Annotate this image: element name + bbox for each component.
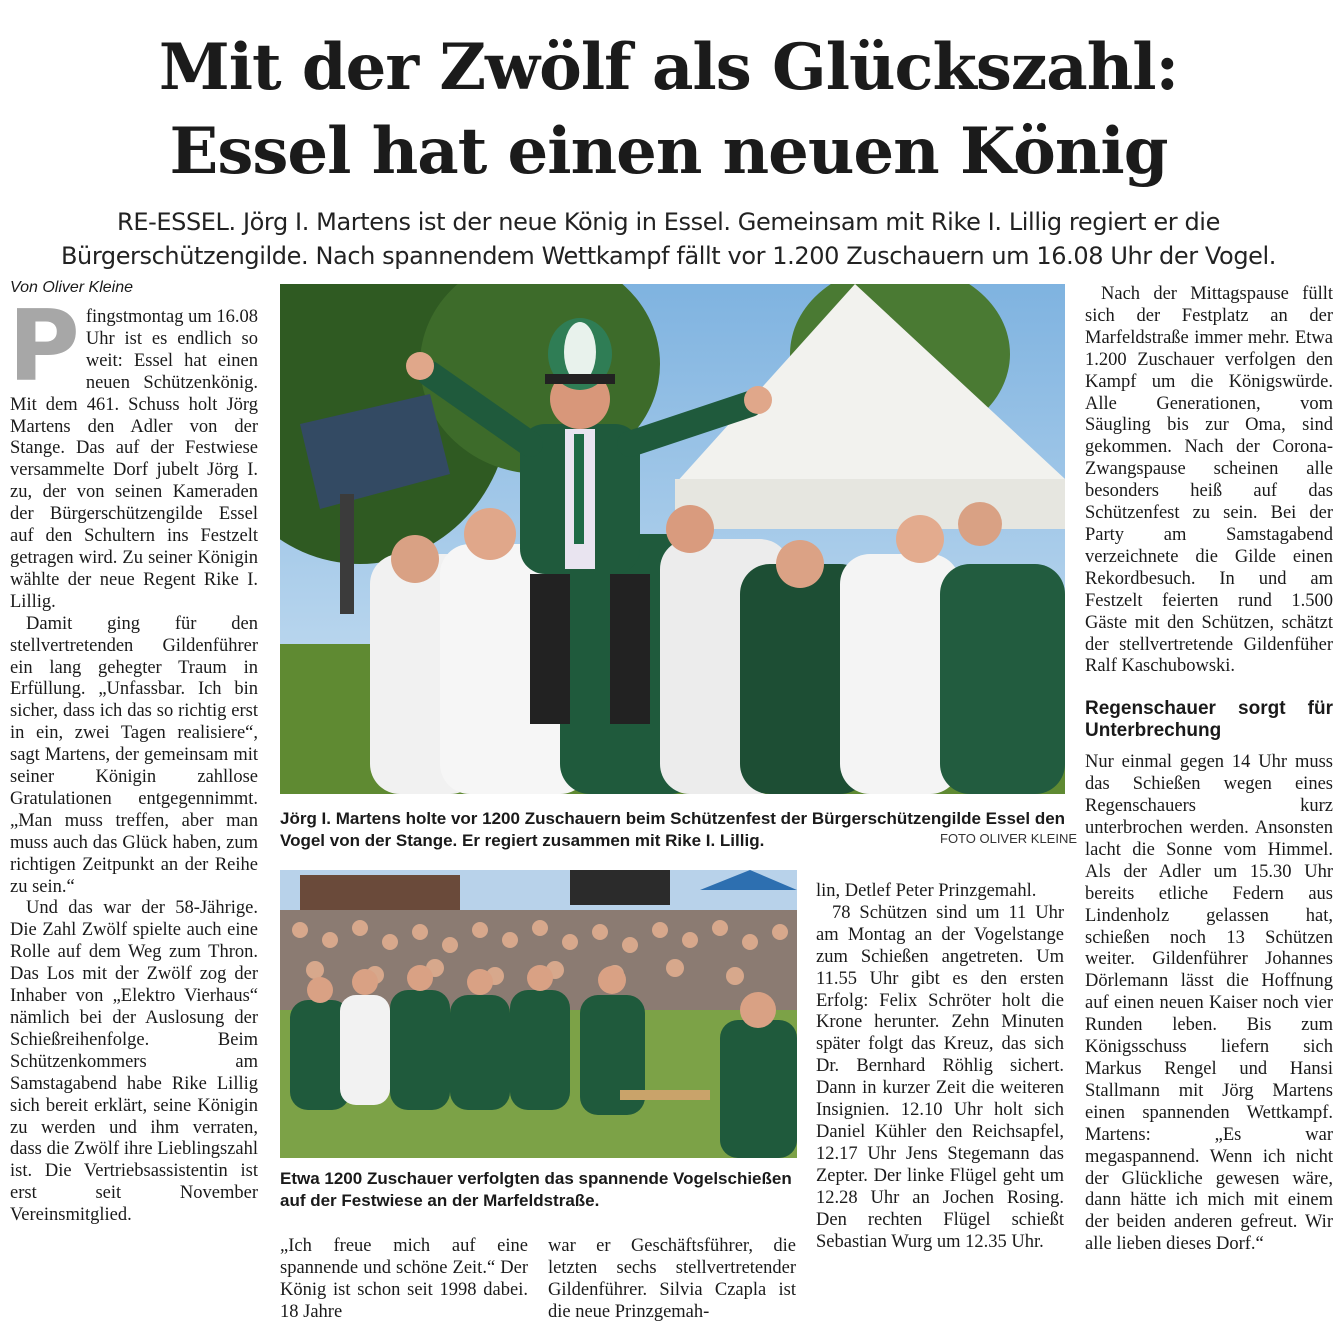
main-photo-king-celebration (280, 284, 1065, 794)
paragraph: „Ich freue mich auf eine spannende und schöne Zeit.“ Der König ist schon seit 1998 dabei. 18 Jahre (280, 1236, 528, 1322)
article-column-1 (8, 290, 258, 1227)
paragraph: Nach der Mittagspause füllt sich der Festplatz an der Marfeldstraße immer mehr. Etwa 1.200 Zuschauer verfolgen den Kampf um die Königswürde. Alle Generationen, vom Säugling bis zur Oma, sind gekommen. Nach der Corona-Zwangspause scheinen alle besonders heiß auf das Schützenfest zu sein. Bei der Party am Samstagabend verzeichnete die Gilde einen Rekordbesuch. In und am Festzelt feierten rund 1.500 Gäste mit den Schützen, schätzt der stellvertretende Gildenfüher Ralf Kaschubowski. (1085, 284, 1333, 677)
article-column-middle-right (816, 881, 1064, 1253)
paragraph: Und das war der 58-Jährige. Die Zahl Zwölf spielte auch eine Rolle auf dem Weg zum Thron. Das Los mit der Zwölf zog der Inhaber von „Elektro Vierhaus“ nämlich bei der Auslosung der Schießreihenfolge. Beim Schützenkommers am Samstagabend habe Rike Lillig sich bereit erklärt, seine Königin zu werden und ihm verraten, dass die Zwölf ihre Lieblingszahl ist. Die Vertriebsassistentin ist erst seit November Vereinsmitglied. (10, 898, 258, 1226)
paragraph-text: fingstmontag um 16.08 Uhr ist es endlich so weit: Essel hat einen neuen Schützenkönig. Mit dem 461. Schuss holt Jörg Martens den Adler von der Stange. Das auf der Festwiese versammelte Dorf jubelt Jörg I. zu, der von seinen Kameraden der Bürgerschützengilde Essel auf den Schultern ins Festzelt getragen wird. Zu seiner Königin wählte der neue Regent Rike I. Lillig. (10, 307, 258, 612)
crowd-photo (280, 870, 797, 1158)
paragraph: lin, Detlef Peter Prinzgemahl. (816, 881, 1037, 901)
photo-credit: FOTO OLIVER KLEINE (940, 831, 1078, 846)
lead-line-2: Bürgerschützengilde. Nach spannendem Wettkampf fällt vor 1.200 Zuschauern um 16.08 Uhr der Vogel. (60, 242, 1277, 270)
paragraph: war er Geschäftsführer, die letzten sechs stellvertretender Gildenführer. Silvia Czapla ist die neue Prinzgemah- (548, 1236, 796, 1322)
article-column-right (1085, 284, 1333, 1256)
headline-line-1: Mit der Zwölf als Glückszahl: (158, 30, 1179, 105)
section-subheading: Regenschauer sorgt für Unterbrechung (1085, 698, 1333, 742)
photo-caption-crowd: Etwa 1200 Zuschauer verfolgten das spannende Vogelschießen auf der Festwiese an der Marfeldstraße. (280, 1169, 792, 1210)
article-column-3 (548, 1236, 796, 1324)
article-column-2 (280, 1236, 528, 1324)
paragraph (8, 290, 258, 614)
byline: Von Oliver Kleine (10, 279, 134, 296)
drop-cap: P (8, 290, 80, 404)
paragraph: 78 Schützen sind um 11 Uhr am Montag an der Vogelstange zum Schießen angetreten. Um 11.55 Uhr gibt es den ersten Erfolg: Felix Schröter holt die Krone herunter. Zehn Minuten später folgt das Kreuz, das sich Dr. Bernhard Röhlig sichert. Dann in kurzer Zeit die weiteren Insignien. 12.10 Uhr holt sich Daniel Kühler den Reichsapfel, 12.17 Uhr Jens Stegemann das Zepter. Der linke Flügel geht um 12.28 Uhr an Jochen Rosing. Den rechten Flügel schießt Sebastian Wurg um 12.35 Uhr. (816, 902, 1064, 1252)
lead-line-1: RE-ESSEL. Jörg I. Martens ist der neue König in Essel. Gemeinsam mit Rike I. Lillig regiert er die (117, 208, 1220, 236)
paragraph: Nur einmal gegen 14 Uhr muss das Schießen wegen eines Regenschauers kurz unterbrochen werden. Ansonsten lacht die Sonne vom Himmel. Als der Adler um 15.30 Uhr bereits etliche Federn aus Lindenholz gelassen hat, schießen noch 13 Schützen weiter. Gildenführer Johannes Dörlemann lässt die Hoffnung auf einen neuen Kaiser noch vier Runden leben. Bis zum Königsschuss liefern sich Markus Rengel und Hansi Stallmann mit Jörg Martens einen spannenden Wettkampf. Martens: „Es war megaspannend. Wenn ich nicht der Glückliche gewesen wäre, dann hätte ich mich mit einem der beiden anderen gefreut. Wir alle lieben dieses Dorf.“ (1085, 752, 1333, 1255)
paragraph: Damit ging für den stellvertretenden Gildenführer ein lang gehegter Traum in Erfüllung. „Unfassbar. Ich bin sicher, dass ich das so richtig erst in ein, zwei Tagen realisiere“, sagt Martens, der gemeinsam mit seiner Königin zahllose Gratulationen entgegennimmt. „Man muss treffen, aber man muss auch das Glück haben, zum richtigen Zeitpunkt an der Reihe zu sein.“ (10, 613, 258, 897)
headline-line-2: Essel hat einen neuen König (169, 114, 1168, 189)
photo-caption-main: Jörg I. Martens holte vor 1200 Zuschauern beim Schützenfest der Bürgerschützengilde Essel den Vogel von der Stange. Er regiert zusammen mit Rike I. Lillig. (280, 809, 1066, 850)
